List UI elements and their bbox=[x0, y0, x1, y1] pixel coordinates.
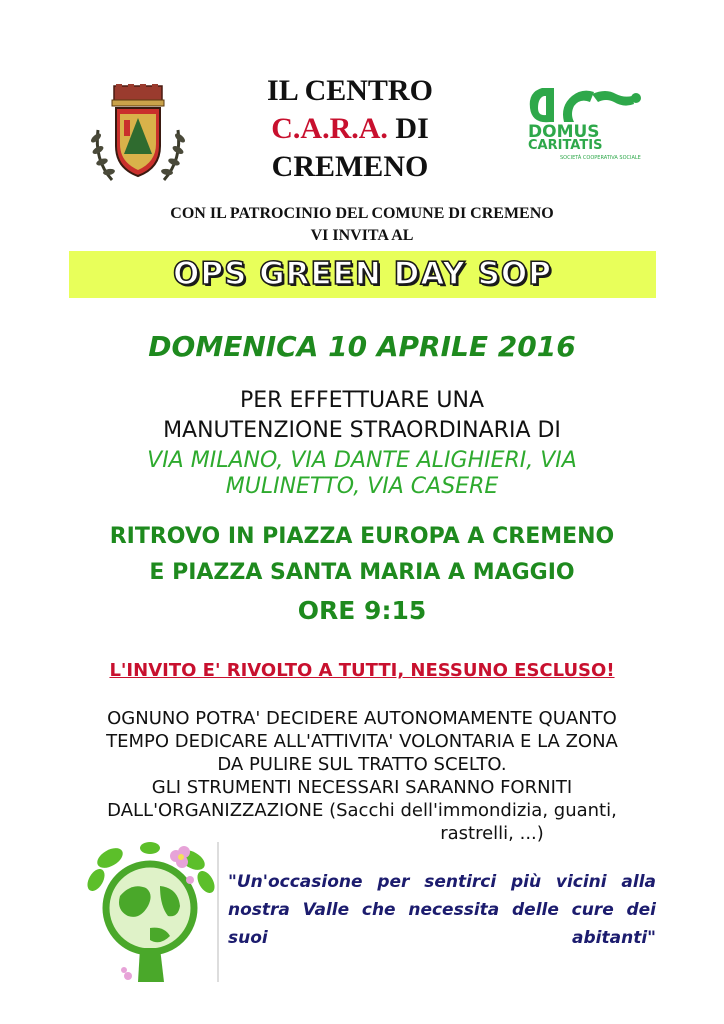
caritatis-name: CARITATIS bbox=[528, 138, 603, 153]
title-line-1: IL CENTRO bbox=[267, 74, 433, 107]
invite-note: L'INVITO E' RIVOLTO A TUTTI, NESSUNO ESCLUSO! bbox=[109, 660, 615, 681]
purpose-line-1: PER EFFETTUARE UNA bbox=[240, 388, 484, 413]
details-line-2: TEMPO DEDICARE ALL'ATTIVITA' VOLONTARIA E LA ZONA bbox=[106, 731, 618, 752]
domus-caritatis-logo bbox=[520, 82, 650, 172]
meeting-time: ORE 9:15 bbox=[297, 596, 427, 625]
patronage-line-2: VI INVITA AL bbox=[310, 227, 414, 244]
streets-line-1: VIA MILANO, VIA DANTE ALIGHIERI, VIA bbox=[147, 448, 577, 473]
patronage-line-1: CON IL PATROCINIO DEL COMUNE DI CREMENO bbox=[170, 205, 554, 222]
details-line-6: rastrelli, ...) bbox=[440, 823, 544, 844]
details-line-4: GLI STRUMENTI NECESSARI SARANNO FORNITI bbox=[151, 777, 573, 798]
closing-quote: "Un'occasione per sentirci più vicini alla nostra Valle che necessita delle cure dei suoi abitanti" bbox=[228, 872, 656, 948]
title-di: DI bbox=[387, 112, 429, 145]
title-line-2 bbox=[230, 110, 470, 148]
meeting-line-1: RITROVO IN PIAZZA EUROPA A CREMENO bbox=[109, 524, 615, 549]
meeting-line-2: E PIAZZA SANTA MARIA A MAGGIO bbox=[149, 560, 575, 585]
details-line-5: DALL'ORGANIZZAZIONE (Sacchi dell'immondizia, guanti, bbox=[107, 800, 617, 821]
tree-globe-icon bbox=[80, 836, 228, 986]
domus-name: DOMUS bbox=[528, 122, 600, 142]
details-line-1: OGNUNO POTRA' DECIDERE AUTONOMAMENTE QUANTO bbox=[107, 708, 617, 729]
streets-line-2: MULINETTO, VIA CASERE bbox=[225, 474, 499, 499]
coat-of-arms-icon bbox=[82, 80, 194, 192]
details-line-3: DA PULIRE SUL TRATTO SCELTO. bbox=[217, 754, 507, 775]
event-banner-title: OPS GREEN DAY SOP bbox=[173, 256, 552, 292]
purpose-line-2: MANUTENZIONE STRAORDINARIA DI bbox=[163, 418, 561, 443]
event-date: DOMENICA 10 APRILE 2016 bbox=[148, 330, 576, 363]
title-cara: C.A.R.A. bbox=[271, 112, 388, 145]
title-line-3: CREMENO bbox=[271, 150, 429, 183]
domus-subtitle: SOCIETÀ COOPERATIVA SOCIALE bbox=[560, 155, 641, 161]
